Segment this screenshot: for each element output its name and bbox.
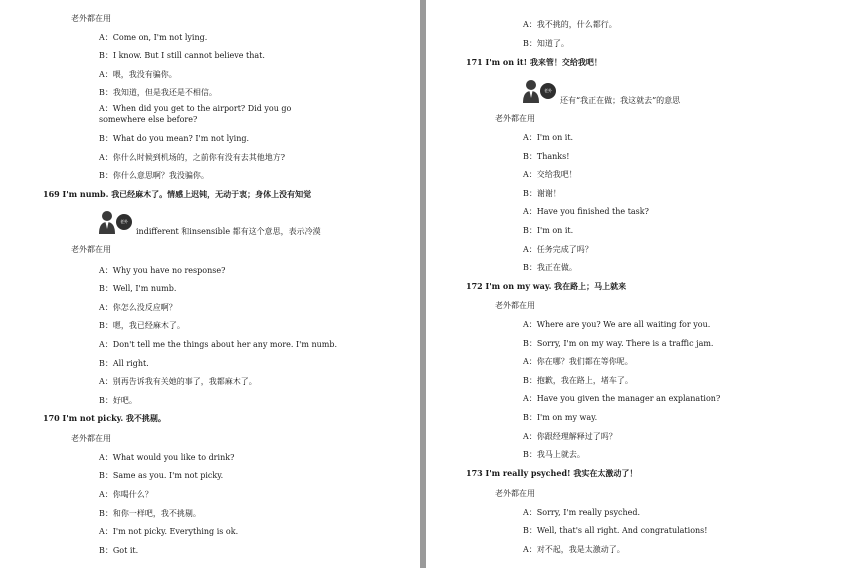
- phrase-heading: 171 I'm on it! 我来管！交给我吧！: [466, 57, 602, 67]
- dialogue-line: B：抱歉，我在路上，堵车了。: [523, 376, 633, 385]
- dialogue-line: A：任务完成了吗？: [523, 245, 593, 254]
- usage-subheading: 老外都在用: [71, 14, 111, 23]
- dialogue-line: B：Got it.: [99, 546, 139, 555]
- dialogue-line: B：What do you mean? I'm not lying.: [99, 134, 250, 143]
- dialogue-line: A：你喝什么？: [99, 490, 153, 499]
- dialogue-line: A：交给我吧！: [523, 170, 577, 179]
- dialogue-line: B：谢谢！: [523, 189, 561, 198]
- dialogue-line: B：我知道，但是我还是不相信。: [99, 88, 217, 97]
- dialogue-line: A：Where are you? We are all waiting for you.: [523, 320, 711, 329]
- teacher-avatar-icon: [98, 208, 134, 234]
- dialogue-line: A：Have you finished the task?: [523, 207, 649, 216]
- phrase-heading: 169 I'm numb. 我已经麻木了。情感上迟钝，无动于衷；身体上没有知觉: [43, 189, 312, 199]
- usage-note: 还有“我正在做；我这就去”的意思: [560, 96, 681, 105]
- right-page: [426, 0, 845, 568]
- dialogue-line: B：好吧。: [99, 396, 137, 405]
- dialogue-line: A：别再告诉我有关她的事了，我都麻木了。: [99, 377, 257, 386]
- usage-subheading: 老外都在用: [71, 434, 111, 443]
- dialogue-line: A：你怎么没反应啊？: [99, 303, 177, 312]
- dialogue-line: A：你跟经理解释过了吗？: [523, 432, 617, 441]
- dialogue-line: B：嗯，我已经麻木了。: [99, 321, 185, 330]
- dialogue-line: A：Have you given the manager an explanation?: [523, 394, 721, 403]
- dialogue-line: A：你在哪？我们都在等你呢。: [523, 357, 633, 366]
- dialogue-line: B：I'm on it.: [523, 226, 574, 235]
- usage-note: indifferent 和insensible 都有这个意思，表示冷漠: [136, 227, 321, 236]
- dialogue-line: B：和你一样吧，我不挑剔。: [99, 509, 201, 518]
- avatar-badge-label: 老外: [544, 88, 552, 93]
- dialogue-line: A：Come on, I'm not lying.: [99, 33, 208, 42]
- dialogue-line: B：我马上就去。: [523, 450, 585, 459]
- dialogue-line: A：Don't tell me the things about her any more. I'm numb.: [99, 340, 338, 349]
- dialogue-line: A：喂，我没有骗你。: [99, 70, 177, 79]
- dialogue-line: B：知道了。: [523, 39, 569, 48]
- dialogue-line: B：Thanks!: [523, 152, 570, 161]
- usage-subheading: 老外都在用: [495, 301, 535, 310]
- dialogue-line: A：When did you get to the airport? Did you go somewhere else before?: [99, 104, 292, 124]
- phrase-heading: 172 I'm on my way. 我在路上；马上就来: [466, 281, 627, 291]
- dialogue-line: B：Same as you. I'm not picky.: [99, 471, 224, 480]
- dialogue-line: B：我正在做。: [523, 263, 577, 272]
- dialogue-line: A：I'm on it.: [523, 133, 574, 142]
- dialogue-line: B：I know. But I still cannot believe that.: [99, 51, 265, 60]
- dialogue-line: B：Well, that's all right. And congratulations!: [523, 526, 708, 535]
- usage-subheading: 老外都在用: [495, 114, 535, 123]
- teacher-avatar-icon: [522, 77, 558, 103]
- phrase-heading: 173 I'm really psyched! 我实在太激动了！: [466, 468, 638, 478]
- dialogue-line: A：你什么时候到机场的，之前你有没有去其他地方?: [99, 153, 286, 162]
- dialogue-line: B：你什么意思啊？我没骗你。: [99, 171, 209, 180]
- usage-subheading: 老外都在用: [71, 245, 111, 254]
- dialogue-line: A：对不起，我是太激动了。: [523, 545, 625, 554]
- phrase-heading: 170 I'm not picky. 我不挑剔。: [43, 413, 166, 423]
- dialogue-line: A：我不挑的，什么都行。: [523, 20, 617, 29]
- dialogue-line: B：I'm on my way.: [523, 413, 598, 422]
- dialogue-line: A：Sorry, I'm really psyched.: [523, 508, 641, 517]
- dialogue-line: A：I'm not picky. Everything is ok.: [99, 527, 239, 536]
- dialogue-line: A：Why you have no response?: [99, 266, 226, 275]
- dialogue-line: B：All right.: [99, 359, 149, 368]
- left-page: [0, 0, 420, 568]
- usage-subheading: 老外都在用: [495, 489, 535, 498]
- dialogue-line: A：What would you like to drink?: [99, 453, 235, 462]
- avatar-badge-label: 老外: [120, 219, 128, 224]
- dialogue-line: B：Well, I'm numb.: [99, 284, 177, 293]
- dialogue-line: B：Sorry, I'm on my way. There is a traffic jam.: [523, 339, 714, 348]
